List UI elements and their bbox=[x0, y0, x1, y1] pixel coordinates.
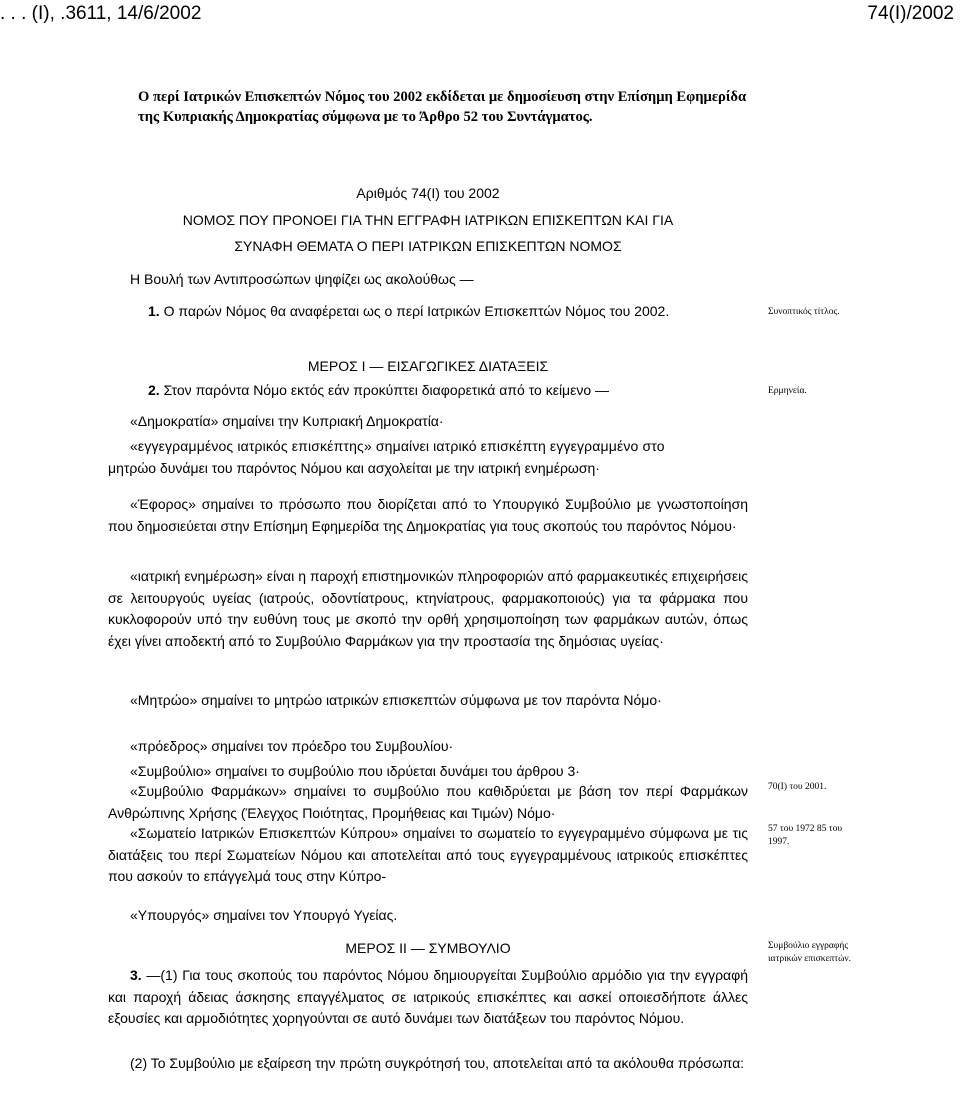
definition-registered-visitor-line1: «εγγεγραμμένος ιατρικός επισκέπτης» σημαίνει ιατρικό επισκέπτη εγγεγραμμένο στο bbox=[130, 438, 665, 454]
margin-note-short-title: Συνοπτικός τίτλος. bbox=[768, 307, 840, 317]
margin-note-law-70-2001: 70(Ι) του 2001. bbox=[768, 782, 827, 792]
section-1-text: Ο παρών Νόμος θα αναφέρεται ως ο περί Ιατρικών Επισκεπτών Νόμος του 2002. bbox=[159, 303, 670, 319]
part-2-heading: ΜΕΡΟΣ ΙΙ — ΣΥΜΒΟΥΛΙΟ bbox=[345, 940, 511, 956]
section-2 bbox=[148, 380, 609, 400]
margin-note-law-57-1972-line2: 1997. bbox=[768, 837, 790, 847]
definition-medicines-council: «Συμβούλιο Φαρμάκων» σημαίνει το συμβούλιο που καθιδρύεται με βάση τον περί Φαρμάκων Ανθρώπινης Χρήσης (Έλεγχος Ποιότητας, Προμήθειας και Τιμών) Νόμο· bbox=[108, 783, 748, 821]
section-3-text: —(1) Για τους σκοπούς του παρόντος Νόμου δημιουργείται Συμβούλιο αρμόδιο για την εγγραφή και παροχή άδειας άσκησης επαγγέλματος σε ιατρικούς επισκέπτες και ασκεί οποιεσδήποτε άλλες εξουσίες και αρμοδιότητες χορηγούνται σε αυτό δυνάμει των διατάξεων του παρόντος Νόμου. bbox=[108, 967, 748, 1026]
law-number: Αριθμός 74(Ι) του 2002 bbox=[356, 185, 500, 201]
definition-registrar: «Έφορος» σημαίνει το πρόσωπο που διορίζεται από το Υπουργικό Συμβούλιο με γνωστοποίηση που δημοσιεύεται στην Επίσημη Εφημερίδα της Δημοκρατίας για τους σκοπούς του παρόντος Νόμου· bbox=[108, 496, 748, 534]
section-2-number: 2. bbox=[148, 382, 160, 398]
margin-note-registration-council bbox=[768, 940, 868, 966]
enactment-formula: Η Βουλή των Αντιπροσώπων ψηφίζει ως ακολούθως — bbox=[130, 271, 474, 287]
section-1-number: 1. bbox=[148, 303, 160, 319]
section-3-paragraph-2: (2) Το Συμβούλιο με εξαίρεση την πρώτη συγκρότησή του, αποτελείται από τα ακόλουθα πρόσωπα: bbox=[130, 1055, 745, 1071]
section-2-text: Στον παρόντα Νόμο εκτός εάν προκύπτει διαφορετικά από το κείμενο — bbox=[159, 382, 610, 398]
definition-republic: «Δημοκρατία» σημαίνει την Κυπριακή Δημοκρατία· bbox=[130, 413, 444, 429]
definition-association: «Σωματείο Ιατρικών Επισκεπτών Κύπρου» σημαίνει το σωματείο το εγγεγραμμένο σύμφωνα με τις διατάξεις του περί Σωματείων Νόμου και αποτελείται από τους εγγεγραμμένους ιατρικούς επισκέπτες που ασκούν το επάγγελμά τους στην Κύπρο- bbox=[108, 825, 748, 884]
definition-minister: «Υπουργός» σημαίνει τον Υπουργό Υγείας. bbox=[130, 907, 398, 923]
law-title-line2: ΣΥΝΑΦΗ ΘΕΜΑΤΑ Ο ΠΕΡΙ ΙΑΤΡΙΚΩΝ ΕΠΙΣΚΕΠΤΩΝ ΝΟΜΟΣ bbox=[234, 238, 622, 254]
page-header-right: 74(I)/2002 bbox=[867, 3, 954, 24]
section-3-paragraph-1 bbox=[108, 965, 748, 1030]
margin-note-interpretation: Ερμηνεία. bbox=[768, 386, 807, 396]
margin-note-law-57-1972-line1: 57 του 1972 85 του bbox=[768, 824, 843, 834]
publication-notice-line1: Ο περί Ιατρικών Επισκεπτών Νόμος του 2002 εκδίδεται με δημοσίευση στην Επίσημη Εφημερίδα bbox=[138, 89, 747, 105]
publication-notice-line2: της Κυπριακής Δημοκρατίας σύμφωνα με το Άρθρο 52 του Συντάγματος. bbox=[138, 109, 593, 125]
definition-register: «Μητρώο» σημαίνει το μητρώο ιατρικών επισκεπτών σύμφωνα με τον παρόντα Νόμο· bbox=[130, 692, 662, 708]
law-title-line1: ΝΟΜΟΣ ΠΟΥ ΠΡΟΝΟΕΙ ΓΙΑ ΤΗΝ ΕΓΓΡΑΦΗ ΙΑΤΡΙΚΩΝ ΕΠΙΣΚΕΠΤΩΝ ΚΑΙ ΓΙΑ bbox=[182, 212, 674, 228]
section-1 bbox=[148, 301, 669, 321]
part-1-heading: ΜΕΡΟΣ Ι — ΕΙΣΑΓΩΓΙΚΕΣ ΔΙΑΤΑΞΕΙΣ bbox=[307, 358, 549, 374]
definition-council: «Συμβούλιο» σημαίνει το συμβούλιο που ιδρύεται δυνάμει του άρθρου 3· bbox=[130, 763, 580, 779]
margin-note-law-57-1972 bbox=[768, 823, 868, 849]
definition-medical-information: «ιατρική ενημέρωση» είναι η παροχή επιστημονικών πληροφοριών από φαρμακευτικές επιχειρήσεις σε λειτουργούς υγείας (ιατρούς, οδοντίατρους, κτηνίατρους, φαρμακοποιούς) για τα φάρμακα που κυκλοφορούν υπό την ευθύνη τους με σκοπό την ορθή χρησιμοποίηση των φαρμάκων αυτών, όπως έχει γίνει αποδεκτή από το Συμβούλιο Φαρμάκων για την προστασία της δημόσιας υγείας· bbox=[108, 568, 748, 649]
page-header-left: . . . (I), .3611, 14/6/2002 bbox=[0, 3, 202, 24]
definition-president: «πρόεδρος» σημαίνει τον πρόεδρο του Συμβουλίου· bbox=[130, 738, 454, 754]
section-3-number: 3. bbox=[130, 967, 142, 983]
definition-registered-visitor-line2: μητρώο δυνάμει του παρόντος Νόμου και ασχολείται με την ιατρική ενημέρωση· bbox=[108, 460, 600, 476]
margin-note-registration-council-line2: ιατρικών επισκεπτών. bbox=[768, 954, 852, 964]
margin-note-registration-council-line1: Συμβούλιο εγγραφής bbox=[768, 941, 849, 951]
